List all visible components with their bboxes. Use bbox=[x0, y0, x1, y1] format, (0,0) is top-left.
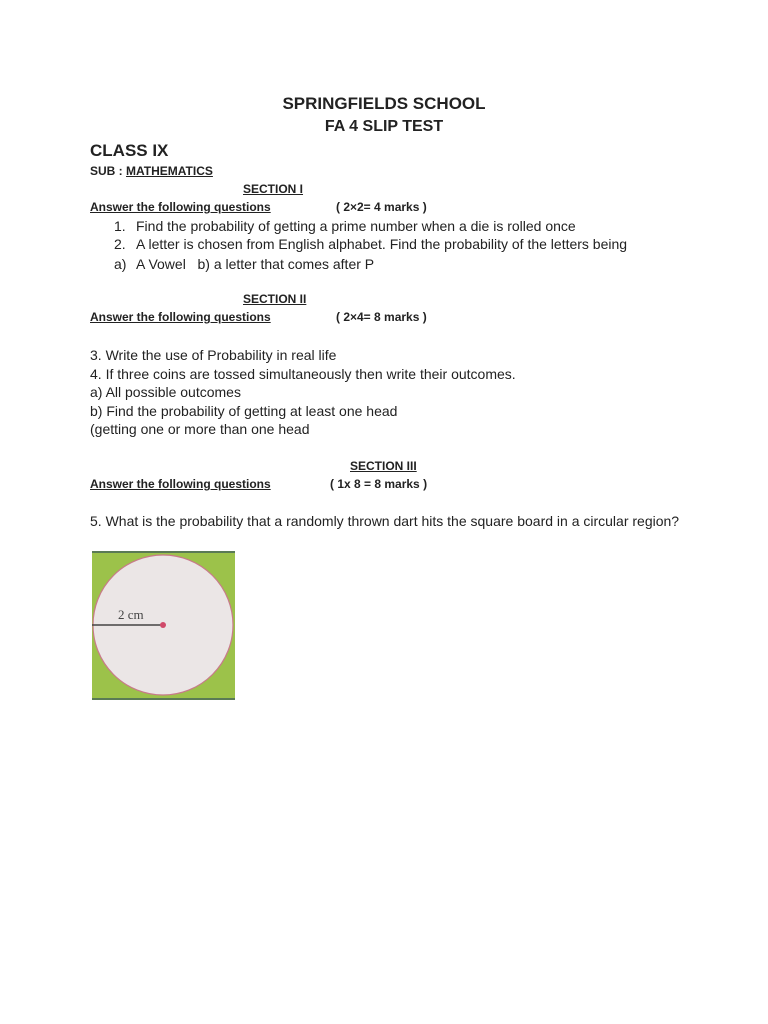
question-1: Find the probability of getting a prime number when a die is rolled once bbox=[136, 218, 576, 234]
section-1-marks: ( 2×2= 4 marks ) bbox=[336, 200, 427, 214]
q1-number: 1. bbox=[114, 218, 126, 234]
question-4: 4. If three coins are tossed simultaneously then write their outcomes. bbox=[90, 366, 516, 382]
q2a-number: a) bbox=[114, 256, 127, 272]
radius-label: 2 cm bbox=[118, 607, 144, 622]
subject-name: MATHEMATICS bbox=[126, 164, 213, 178]
section-2-instruction: Answer the following questions bbox=[90, 310, 271, 324]
section-2-title: SECTION II bbox=[243, 292, 307, 306]
section-1-instruction: Answer the following questions bbox=[90, 200, 271, 214]
section-3-marks: ( 1x 8 = 8 marks ) bbox=[330, 477, 428, 491]
circle-diagram bbox=[92, 553, 235, 698]
subject-line bbox=[90, 164, 213, 178]
question-4a: a) All possible outcomes bbox=[90, 384, 241, 400]
question-4c: (getting one or more than one head bbox=[90, 421, 310, 437]
section-1-title: SECTION I bbox=[243, 182, 304, 196]
question-4b: b) Find the probability of getting at least one head bbox=[90, 403, 398, 419]
section-3-instruction: Answer the following questions bbox=[90, 477, 271, 491]
test-title: FA 4 SLIP TEST bbox=[324, 118, 444, 135]
q2-number: 2. bbox=[114, 236, 126, 252]
center-point bbox=[160, 622, 166, 628]
subject-prefix: SUB : bbox=[90, 164, 123, 178]
class-label: CLASS IX bbox=[90, 141, 169, 160]
question-2-parts: A Vowel b) a letter that comes after P bbox=[136, 256, 375, 272]
school-name: SPRINGFIELDS SCHOOL bbox=[282, 94, 486, 113]
question-2: A letter is chosen from English alphabet. Find the probability of the letters being bbox=[136, 236, 628, 252]
dartboard-figure bbox=[92, 551, 235, 700]
section-2-marks: ( 2×4= 8 marks ) bbox=[336, 310, 427, 324]
section-3-title: SECTION III bbox=[350, 459, 417, 473]
question-5: 5. What is the probability that a randomly thrown dart hits the square board in a circular region? bbox=[90, 513, 680, 529]
question-3: 3. Write the use of Probability in real life bbox=[90, 347, 337, 363]
